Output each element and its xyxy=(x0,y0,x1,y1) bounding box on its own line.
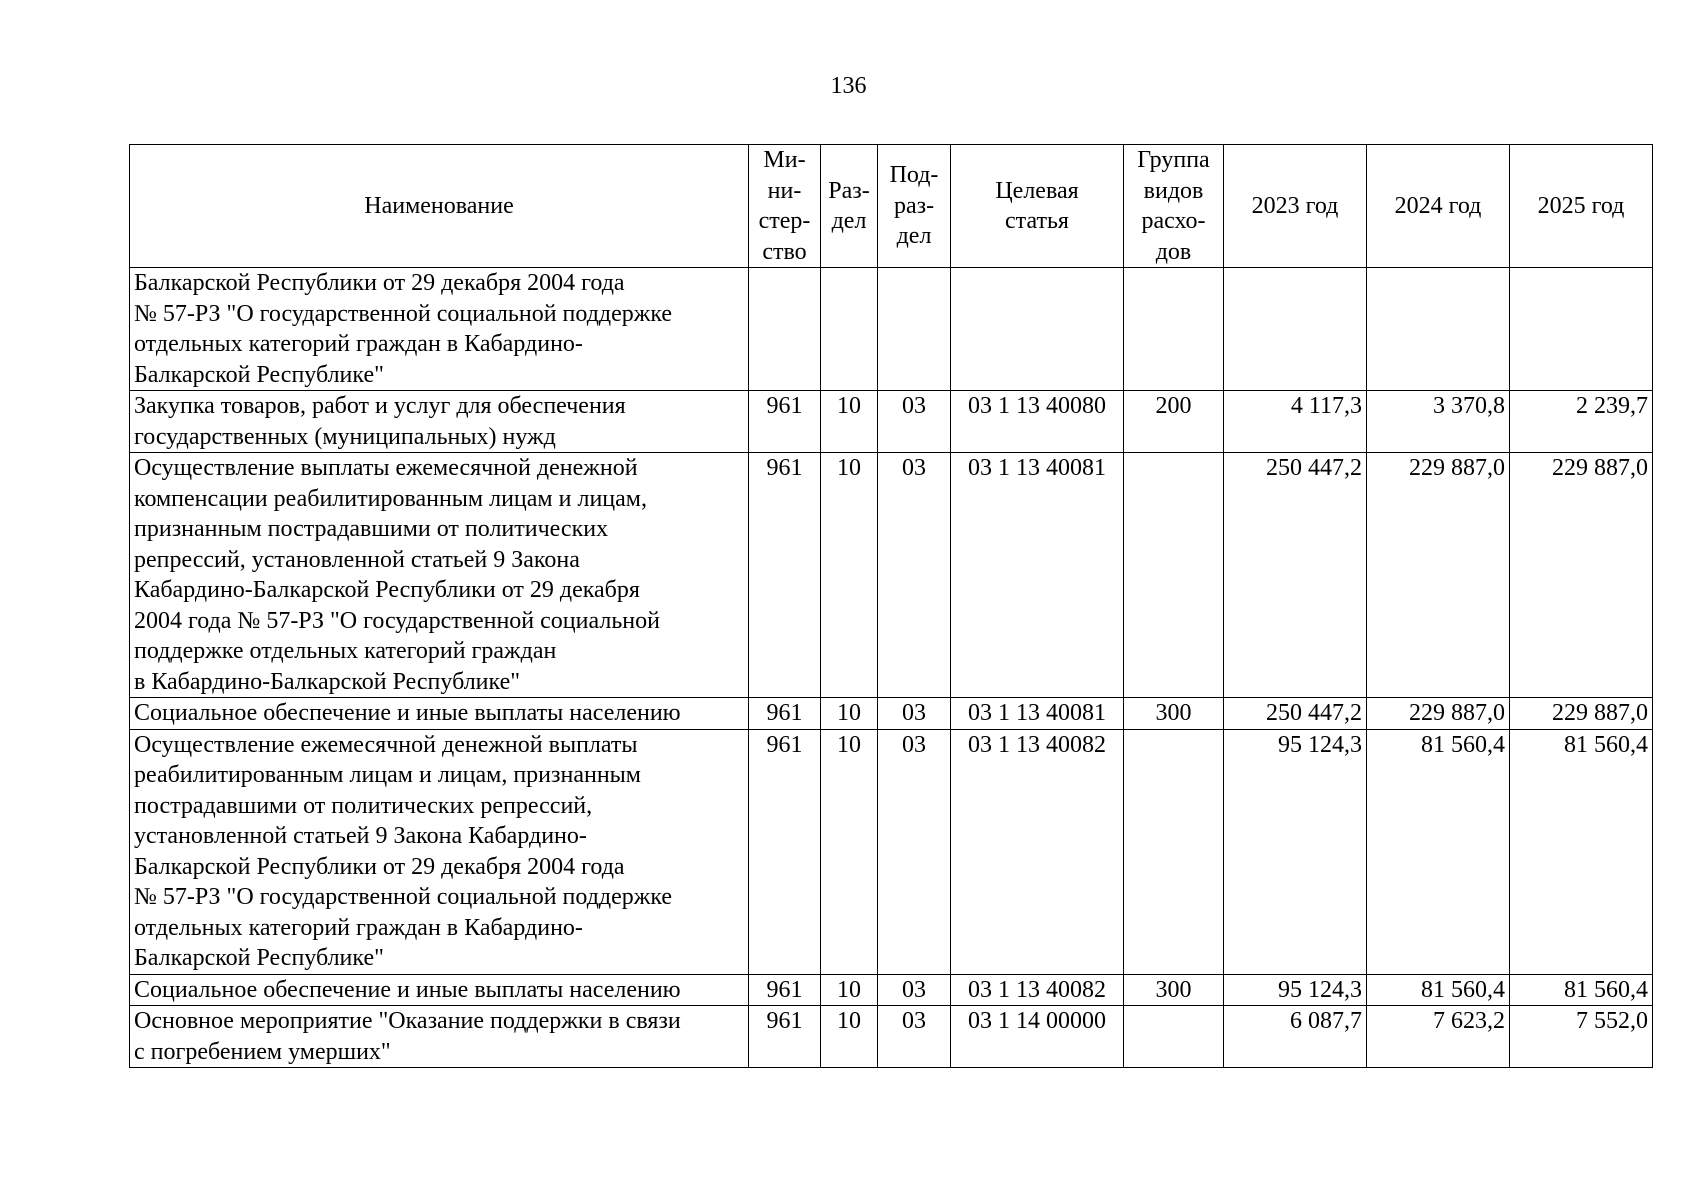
row-target-article xyxy=(951,268,1124,391)
row-name: Осуществление ежемесячной денежной выплаты реабилитированным лицам и лицам, признанным пострадавшими от политических репрессий, установленной статьей 9 Закона Кабардино- Балкарской Республики от 29 декабря 2004 года № 57-РЗ "О государственной социальной поддержке отдельных категорий граждан в Кабардино- Балкарской Республике" xyxy=(130,729,749,974)
row-target-article: 03 1 13 40082 xyxy=(951,729,1124,974)
table-row xyxy=(130,974,1653,1006)
row-section: 10 xyxy=(821,698,878,730)
header-target-article: Целевая статья xyxy=(951,145,1124,268)
row-2024: 7 623,2 xyxy=(1367,1006,1510,1068)
table-row xyxy=(130,268,1653,391)
row-name: Осуществление выплаты ежемесячной денежной компенсации реабилитированным лицам и лицам, признанным пострадавшими от политических репрессий, установленной статьей 9 Закона Кабардино-Балкарской Республики от 29 декабря 2004 года № 57-РЗ "О государственной социальной поддержке отдельных категорий граждан в Кабардино-Балкарской Республике" xyxy=(130,453,749,698)
row-section: 10 xyxy=(821,974,878,1006)
row-2025: 81 560,4 xyxy=(1510,729,1653,974)
row-expense-group: 300 xyxy=(1124,698,1224,730)
header-2025: 2025 год xyxy=(1510,145,1653,268)
table-row xyxy=(130,1006,1653,1068)
row-2023: 6 087,7 xyxy=(1224,1006,1367,1068)
row-2023: 250 447,2 xyxy=(1224,698,1367,730)
row-subsection: 03 xyxy=(878,974,951,1006)
row-2025: 229 887,0 xyxy=(1510,453,1653,698)
row-2024: 3 370,8 xyxy=(1367,391,1510,453)
row-target-article: 03 1 14 00000 xyxy=(951,1006,1124,1068)
row-2024: 81 560,4 xyxy=(1367,729,1510,974)
row-section: 10 xyxy=(821,1006,878,1068)
row-expense-group: 300 xyxy=(1124,974,1224,1006)
table-row xyxy=(130,698,1653,730)
row-expense-group xyxy=(1124,268,1224,391)
row-subsection: 03 xyxy=(878,391,951,453)
row-ministry: 961 xyxy=(749,974,821,1006)
row-2023: 95 124,3 xyxy=(1224,974,1367,1006)
row-ministry: 961 xyxy=(749,729,821,974)
header-section: Раз- дел xyxy=(821,145,878,268)
header-2024: 2024 год xyxy=(1367,145,1510,268)
row-name: Социальное обеспечение и иные выплаты населению xyxy=(130,974,749,1006)
row-subsection: 03 xyxy=(878,729,951,974)
row-section xyxy=(821,268,878,391)
row-target-article: 03 1 13 40080 xyxy=(951,391,1124,453)
row-subsection: 03 xyxy=(878,1006,951,1068)
row-name: Основное мероприятие "Оказание поддержки в связи с погребением умерших" xyxy=(130,1006,749,1068)
row-2023: 250 447,2 xyxy=(1224,453,1367,698)
row-ministry: 961 xyxy=(749,453,821,698)
row-2023: 4 117,3 xyxy=(1224,391,1367,453)
row-section: 10 xyxy=(821,729,878,974)
row-2025: 7 552,0 xyxy=(1510,1006,1653,1068)
row-2025: 81 560,4 xyxy=(1510,974,1653,1006)
row-expense-group: 200 xyxy=(1124,391,1224,453)
row-target-article: 03 1 13 40081 xyxy=(951,453,1124,698)
row-section: 10 xyxy=(821,453,878,698)
row-subsection xyxy=(878,268,951,391)
row-subsection: 03 xyxy=(878,453,951,698)
row-expense-group xyxy=(1124,729,1224,974)
row-expense-group xyxy=(1124,1006,1224,1068)
header-subsection: Под- раз- дел xyxy=(878,145,951,268)
row-name: Социальное обеспечение и иные выплаты населению xyxy=(130,698,749,730)
row-ministry: 961 xyxy=(749,391,821,453)
table-row xyxy=(130,729,1653,974)
row-target-article: 03 1 13 40081 xyxy=(951,698,1124,730)
row-ministry: 961 xyxy=(749,698,821,730)
table-row xyxy=(130,391,1653,453)
row-target-article: 03 1 13 40082 xyxy=(951,974,1124,1006)
row-2025: 229 887,0 xyxy=(1510,698,1653,730)
row-ministry xyxy=(749,268,821,391)
row-section: 10 xyxy=(821,391,878,453)
row-ministry: 961 xyxy=(749,1006,821,1068)
row-subsection: 03 xyxy=(878,698,951,730)
header-2023: 2023 год xyxy=(1224,145,1367,268)
page-number: 136 xyxy=(830,73,867,99)
row-2023 xyxy=(1224,268,1367,391)
table-header-row xyxy=(130,145,1653,268)
row-2024: 81 560,4 xyxy=(1367,974,1510,1006)
row-2024: 229 887,0 xyxy=(1367,453,1510,698)
row-2024: 229 887,0 xyxy=(1367,698,1510,730)
header-ministry: Ми- ни- стер- ство xyxy=(749,145,821,268)
row-2024 xyxy=(1367,268,1510,391)
row-2025: 2 239,7 xyxy=(1510,391,1653,453)
row-name: Закупка товаров, работ и услуг для обеспечения государственных (муниципальных) нужд xyxy=(130,391,749,453)
table-row xyxy=(130,453,1653,698)
row-2023: 95 124,3 xyxy=(1224,729,1367,974)
row-2025 xyxy=(1510,268,1653,391)
header-name: Наименование xyxy=(130,145,749,268)
row-name: Балкарской Республики от 29 декабря 2004 года № 57-РЗ "О государственной социальной поддержке отдельных категорий граждан в Кабардино- Балкарской Республике" xyxy=(130,268,749,391)
budget-table xyxy=(129,144,1653,1068)
header-expense-group: Группа видов расхо- дов xyxy=(1124,145,1224,268)
row-expense-group xyxy=(1124,453,1224,698)
